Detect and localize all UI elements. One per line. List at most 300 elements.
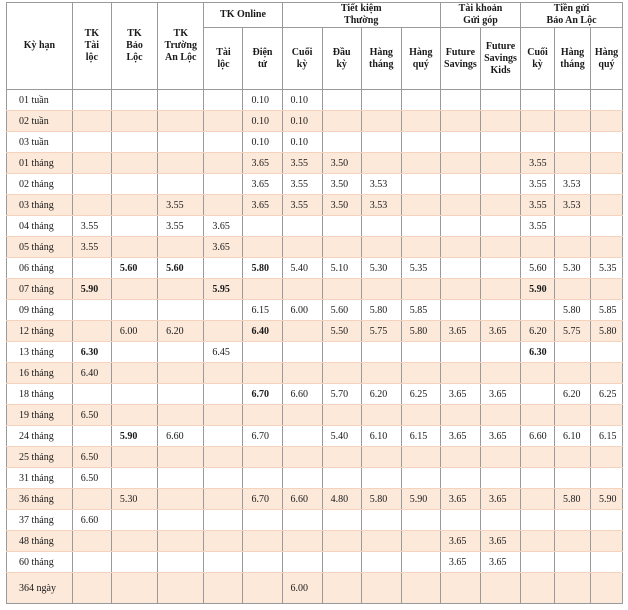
rate-cell (521, 90, 555, 111)
rate-cell: 6.50 (72, 405, 111, 426)
rate-cell (243, 216, 282, 237)
rate-cell (480, 237, 520, 258)
rate-cell (480, 153, 520, 174)
rate-cell (282, 552, 322, 573)
rate-cell (158, 405, 204, 426)
rate-cell (158, 279, 204, 300)
rate-cell (521, 132, 555, 153)
term-cell: 04 tháng (7, 216, 73, 237)
rate-cell (590, 153, 622, 174)
rate-cell (72, 321, 111, 342)
rate-cell (72, 573, 111, 604)
rate-cell (555, 342, 591, 363)
rate-cell: 0.10 (282, 90, 322, 111)
rate-cell (480, 111, 520, 132)
rate-cell: 6.20 (555, 384, 591, 405)
rate-cell (111, 90, 157, 111)
rate-cell (361, 216, 401, 237)
rate-cell (243, 552, 282, 573)
rate-cell (282, 216, 322, 237)
header-term: Kỳ hạn (7, 3, 73, 90)
rate-cell (204, 405, 243, 426)
rate-cell: 3.65 (243, 195, 282, 216)
rate-cell: 6.10 (361, 426, 401, 447)
table-row (7, 153, 623, 174)
rate-cell: 3.65 (440, 426, 480, 447)
rate-cell (204, 153, 243, 174)
rate-cell (361, 132, 401, 153)
rate-cell (158, 132, 204, 153)
rate-cell (204, 111, 243, 132)
rate-cell (322, 405, 361, 426)
rate-cell (111, 405, 157, 426)
rate-cell (555, 552, 591, 573)
rate-cell: 5.75 (555, 321, 591, 342)
rate-cell (282, 447, 322, 468)
rate-cell (111, 573, 157, 604)
rate-cell (480, 174, 520, 195)
rate-cell: 0.10 (243, 90, 282, 111)
rate-cell (555, 90, 591, 111)
rate-cell (158, 111, 204, 132)
rate-cell (590, 279, 622, 300)
table-row (7, 216, 623, 237)
rate-cell: 3.65 (440, 384, 480, 405)
rate-cell (322, 363, 361, 384)
rate-cell: 3.55 (282, 174, 322, 195)
rate-cell (111, 279, 157, 300)
table-row (7, 363, 623, 384)
term-cell: 37 tháng (7, 510, 73, 531)
rate-cell (401, 552, 440, 573)
rate-cell (480, 216, 520, 237)
rate-cell: 3.65 (440, 552, 480, 573)
rate-cell (401, 447, 440, 468)
rate-cell (158, 153, 204, 174)
rate-cell (204, 489, 243, 510)
rate-cell (204, 300, 243, 321)
rate-cell (204, 447, 243, 468)
rate-cell: 5.60 (111, 258, 157, 279)
term-cell: 05 tháng (7, 237, 73, 258)
rate-cell: 3.55 (521, 195, 555, 216)
rate-cell: 5.40 (282, 258, 322, 279)
term-cell: 364 ngày (7, 573, 73, 604)
rate-cell (555, 132, 591, 153)
rate-cell (204, 195, 243, 216)
rate-cell: 5.90 (590, 489, 622, 510)
rate-cell: 5.80 (555, 300, 591, 321)
rate-cell (361, 468, 401, 489)
rate-cell (480, 90, 520, 111)
term-cell: 24 tháng (7, 426, 73, 447)
rate-cell (521, 489, 555, 510)
rate-cell (111, 531, 157, 552)
rate-cell: 3.65 (243, 174, 282, 195)
rate-cell (555, 279, 591, 300)
rate-cell (555, 510, 591, 531)
header-tgbal-hang-quy: Hàng quý (590, 28, 622, 90)
header-tk-tai-loc: TK Tài lộc (72, 3, 111, 90)
rate-cell (204, 552, 243, 573)
rate-cell (322, 510, 361, 531)
header-future-savings: Future Savings (440, 28, 480, 90)
rate-cell (590, 132, 622, 153)
rate-cell (590, 195, 622, 216)
rate-cell (322, 468, 361, 489)
rate-cell: 3.55 (158, 195, 204, 216)
rate-cell (111, 363, 157, 384)
rate-cell (480, 342, 520, 363)
rate-cell: 3.53 (555, 195, 591, 216)
rate-cell (204, 531, 243, 552)
rate-cell: 3.50 (322, 153, 361, 174)
rate-cell (72, 174, 111, 195)
rate-cell: 5.30 (111, 489, 157, 510)
rate-cell (158, 573, 204, 604)
term-cell: 16 tháng (7, 363, 73, 384)
rate-cell: 6.30 (72, 342, 111, 363)
rate-cell (401, 174, 440, 195)
rate-cell (361, 405, 401, 426)
rate-cell (480, 468, 520, 489)
table-header (7, 3, 623, 90)
rate-cell (322, 216, 361, 237)
rate-cell (521, 510, 555, 531)
rate-cell (322, 111, 361, 132)
rate-cell (361, 279, 401, 300)
rate-cell (72, 132, 111, 153)
rate-cell (555, 111, 591, 132)
term-cell: 31 tháng (7, 468, 73, 489)
term-cell: 06 tháng (7, 258, 73, 279)
rate-cell (361, 90, 401, 111)
rate-cell (401, 363, 440, 384)
rate-cell (361, 531, 401, 552)
rate-cell: 5.80 (361, 300, 401, 321)
rate-cell (158, 300, 204, 321)
rate-cell (158, 342, 204, 363)
rate-cell (440, 132, 480, 153)
rate-cell: 5.40 (322, 426, 361, 447)
rate-cell (282, 321, 322, 342)
rate-cell (158, 468, 204, 489)
term-cell: 25 tháng (7, 447, 73, 468)
rate-cell: 3.53 (361, 174, 401, 195)
rate-cell (480, 447, 520, 468)
rate-cell: 5.80 (361, 489, 401, 510)
interest-rate-table (6, 2, 623, 604)
rate-cell (590, 468, 622, 489)
rate-cell (590, 237, 622, 258)
rate-cell (555, 153, 591, 174)
rate-cell: 5.10 (322, 258, 361, 279)
table-row (7, 405, 623, 426)
rate-cell (440, 216, 480, 237)
rate-cell (555, 363, 591, 384)
rate-cell: 6.60 (282, 384, 322, 405)
rate-cell (440, 174, 480, 195)
rate-cell (480, 258, 520, 279)
rate-cell (440, 90, 480, 111)
rate-cell (322, 573, 361, 604)
header-tgbal-hang-thang: Hàng tháng (555, 28, 591, 90)
rate-cell (322, 279, 361, 300)
rate-cell: 3.65 (480, 552, 520, 573)
rate-cell (111, 468, 157, 489)
term-cell: 03 tuần (7, 132, 73, 153)
rate-cell: 5.75 (361, 321, 401, 342)
rate-cell: 5.60 (158, 258, 204, 279)
term-cell: 01 tháng (7, 153, 73, 174)
rate-cell: 6.10 (555, 426, 591, 447)
rate-cell (480, 279, 520, 300)
rate-cell (440, 300, 480, 321)
rate-cell: 3.53 (361, 195, 401, 216)
rate-cell (590, 90, 622, 111)
rate-cell (204, 384, 243, 405)
rate-cell: 5.85 (590, 300, 622, 321)
rate-cell: 6.20 (158, 321, 204, 342)
rate-cell: 0.10 (243, 132, 282, 153)
rate-cell (111, 132, 157, 153)
rate-cell: 6.15 (243, 300, 282, 321)
table-row (7, 174, 623, 195)
rate-cell (590, 447, 622, 468)
rate-cell: 6.30 (521, 342, 555, 363)
rate-cell (243, 447, 282, 468)
rate-cell (243, 531, 282, 552)
rate-cell (158, 489, 204, 510)
rate-cell: 3.55 (158, 216, 204, 237)
rate-cell (590, 216, 622, 237)
rate-cell (361, 552, 401, 573)
rate-cell (361, 237, 401, 258)
rate-cell (555, 237, 591, 258)
rate-cell: 5.85 (401, 300, 440, 321)
rate-cell: 5.50 (322, 321, 361, 342)
table-row (7, 237, 623, 258)
rate-cell: 6.00 (282, 573, 322, 604)
rate-cell (282, 531, 322, 552)
rate-cell (158, 174, 204, 195)
rate-cell (521, 384, 555, 405)
rate-cell (401, 216, 440, 237)
rate-cell (401, 90, 440, 111)
rate-cell (243, 363, 282, 384)
rate-cell (361, 573, 401, 604)
rate-cell (243, 573, 282, 604)
rate-cell: 3.50 (322, 174, 361, 195)
rate-cell (440, 279, 480, 300)
rate-cell (521, 111, 555, 132)
rate-cell (521, 363, 555, 384)
table-row (7, 447, 623, 468)
rate-cell (590, 405, 622, 426)
term-cell: 01 tuần (7, 90, 73, 111)
table-row (7, 426, 623, 447)
rate-cell (521, 573, 555, 604)
rate-cell: 5.90 (401, 489, 440, 510)
rate-cell (590, 552, 622, 573)
rate-cell (401, 279, 440, 300)
rate-cell (361, 363, 401, 384)
table-row (7, 489, 623, 510)
rate-cell: 6.50 (72, 447, 111, 468)
rate-cell: 3.65 (480, 489, 520, 510)
rate-cell (480, 405, 520, 426)
rate-cell (204, 426, 243, 447)
table-row (7, 468, 623, 489)
rate-cell (521, 531, 555, 552)
rate-cell: 6.70 (243, 489, 282, 510)
rate-cell: 6.70 (243, 384, 282, 405)
rate-cell (555, 573, 591, 604)
rate-cell (440, 237, 480, 258)
rate-cell (361, 111, 401, 132)
rate-cell: 3.65 (480, 426, 520, 447)
rate-cell: 3.65 (440, 489, 480, 510)
rate-cell (590, 342, 622, 363)
table-row (7, 552, 623, 573)
rate-cell (440, 363, 480, 384)
rate-cell: 5.80 (555, 489, 591, 510)
rate-cell (111, 300, 157, 321)
rate-cell (361, 510, 401, 531)
header-tkt-dau-ky: Đầu kỳ (322, 28, 361, 90)
rate-cell: 3.53 (555, 174, 591, 195)
rate-cell: 5.80 (243, 258, 282, 279)
rate-cell: 6.40 (72, 363, 111, 384)
rate-cell: 3.65 (480, 531, 520, 552)
rate-cell: 6.40 (243, 321, 282, 342)
rate-cell (480, 195, 520, 216)
rate-cell (521, 300, 555, 321)
table-row (7, 573, 623, 604)
rate-cell (590, 573, 622, 604)
rate-cell (282, 363, 322, 384)
rate-cell: 5.30 (361, 258, 401, 279)
header-future-savings-kids: Future Savings Kids (480, 28, 520, 90)
rate-cell: 4.80 (322, 489, 361, 510)
rate-cell (555, 447, 591, 468)
rate-cell: 5.90 (111, 426, 157, 447)
rate-cell: 0.10 (282, 132, 322, 153)
rate-cell (72, 531, 111, 552)
rate-cell (521, 237, 555, 258)
rate-cell (555, 405, 591, 426)
rate-cell: 6.00 (111, 321, 157, 342)
term-cell: 60 tháng (7, 552, 73, 573)
rate-cell: 6.20 (361, 384, 401, 405)
rate-cell (158, 237, 204, 258)
rate-cell: 0.10 (282, 111, 322, 132)
rate-cell (361, 153, 401, 174)
table-body (7, 90, 623, 604)
rate-cell: 5.60 (521, 258, 555, 279)
rate-cell (440, 111, 480, 132)
rate-cell: 6.70 (243, 426, 282, 447)
rate-cell: 5.90 (72, 279, 111, 300)
rate-cell: 5.30 (555, 258, 591, 279)
rate-cell (322, 531, 361, 552)
table-row (7, 531, 623, 552)
rate-cell: 6.50 (72, 468, 111, 489)
rate-cell: 3.55 (521, 153, 555, 174)
rate-cell (111, 216, 157, 237)
rate-cell (282, 342, 322, 363)
rate-cell (401, 237, 440, 258)
rate-cell (72, 153, 111, 174)
rate-cell (590, 174, 622, 195)
term-cell: 18 tháng (7, 384, 73, 405)
rate-cell: 5.35 (401, 258, 440, 279)
rate-cell (111, 552, 157, 573)
rate-cell (521, 447, 555, 468)
rate-cell: 3.55 (72, 216, 111, 237)
rate-cell (322, 552, 361, 573)
rate-cell (401, 153, 440, 174)
rate-cell: 6.60 (72, 510, 111, 531)
rate-cell (158, 384, 204, 405)
rate-cell (111, 237, 157, 258)
rate-cell (158, 531, 204, 552)
rate-cell (440, 405, 480, 426)
rate-cell (480, 573, 520, 604)
table-row (7, 342, 623, 363)
rate-cell (521, 405, 555, 426)
rate-cell: 6.25 (401, 384, 440, 405)
rate-cell: 3.65 (480, 321, 520, 342)
rate-cell (72, 426, 111, 447)
rate-cell (322, 237, 361, 258)
rate-cell (72, 552, 111, 573)
rate-cell: 3.65 (440, 531, 480, 552)
rate-cell (440, 468, 480, 489)
rate-cell (480, 300, 520, 321)
rate-cell (521, 468, 555, 489)
rate-cell: 3.55 (282, 195, 322, 216)
rate-cell (590, 510, 622, 531)
rate-cell (204, 132, 243, 153)
rate-cell (204, 510, 243, 531)
header-tk-truong-an-loc: TK Trường An Lộc (158, 3, 204, 90)
rate-cell: 6.60 (521, 426, 555, 447)
rate-cell (401, 405, 440, 426)
table-row (7, 132, 623, 153)
rate-cell (158, 552, 204, 573)
rate-cell (72, 384, 111, 405)
term-cell: 09 tháng (7, 300, 73, 321)
rate-cell (401, 132, 440, 153)
rate-cell: 6.60 (282, 489, 322, 510)
rate-cell (440, 510, 480, 531)
table-row (7, 300, 623, 321)
rate-cell (282, 510, 322, 531)
rate-cell (440, 447, 480, 468)
rate-cell (243, 510, 282, 531)
rate-cell (72, 300, 111, 321)
rate-cell (555, 468, 591, 489)
rate-cell: 3.55 (521, 216, 555, 237)
term-cell: 36 tháng (7, 489, 73, 510)
rate-cell (480, 510, 520, 531)
rate-cell: 3.50 (322, 195, 361, 216)
rate-cell (282, 237, 322, 258)
rate-cell: 3.65 (440, 321, 480, 342)
rate-cell (521, 552, 555, 573)
table-row (7, 195, 623, 216)
